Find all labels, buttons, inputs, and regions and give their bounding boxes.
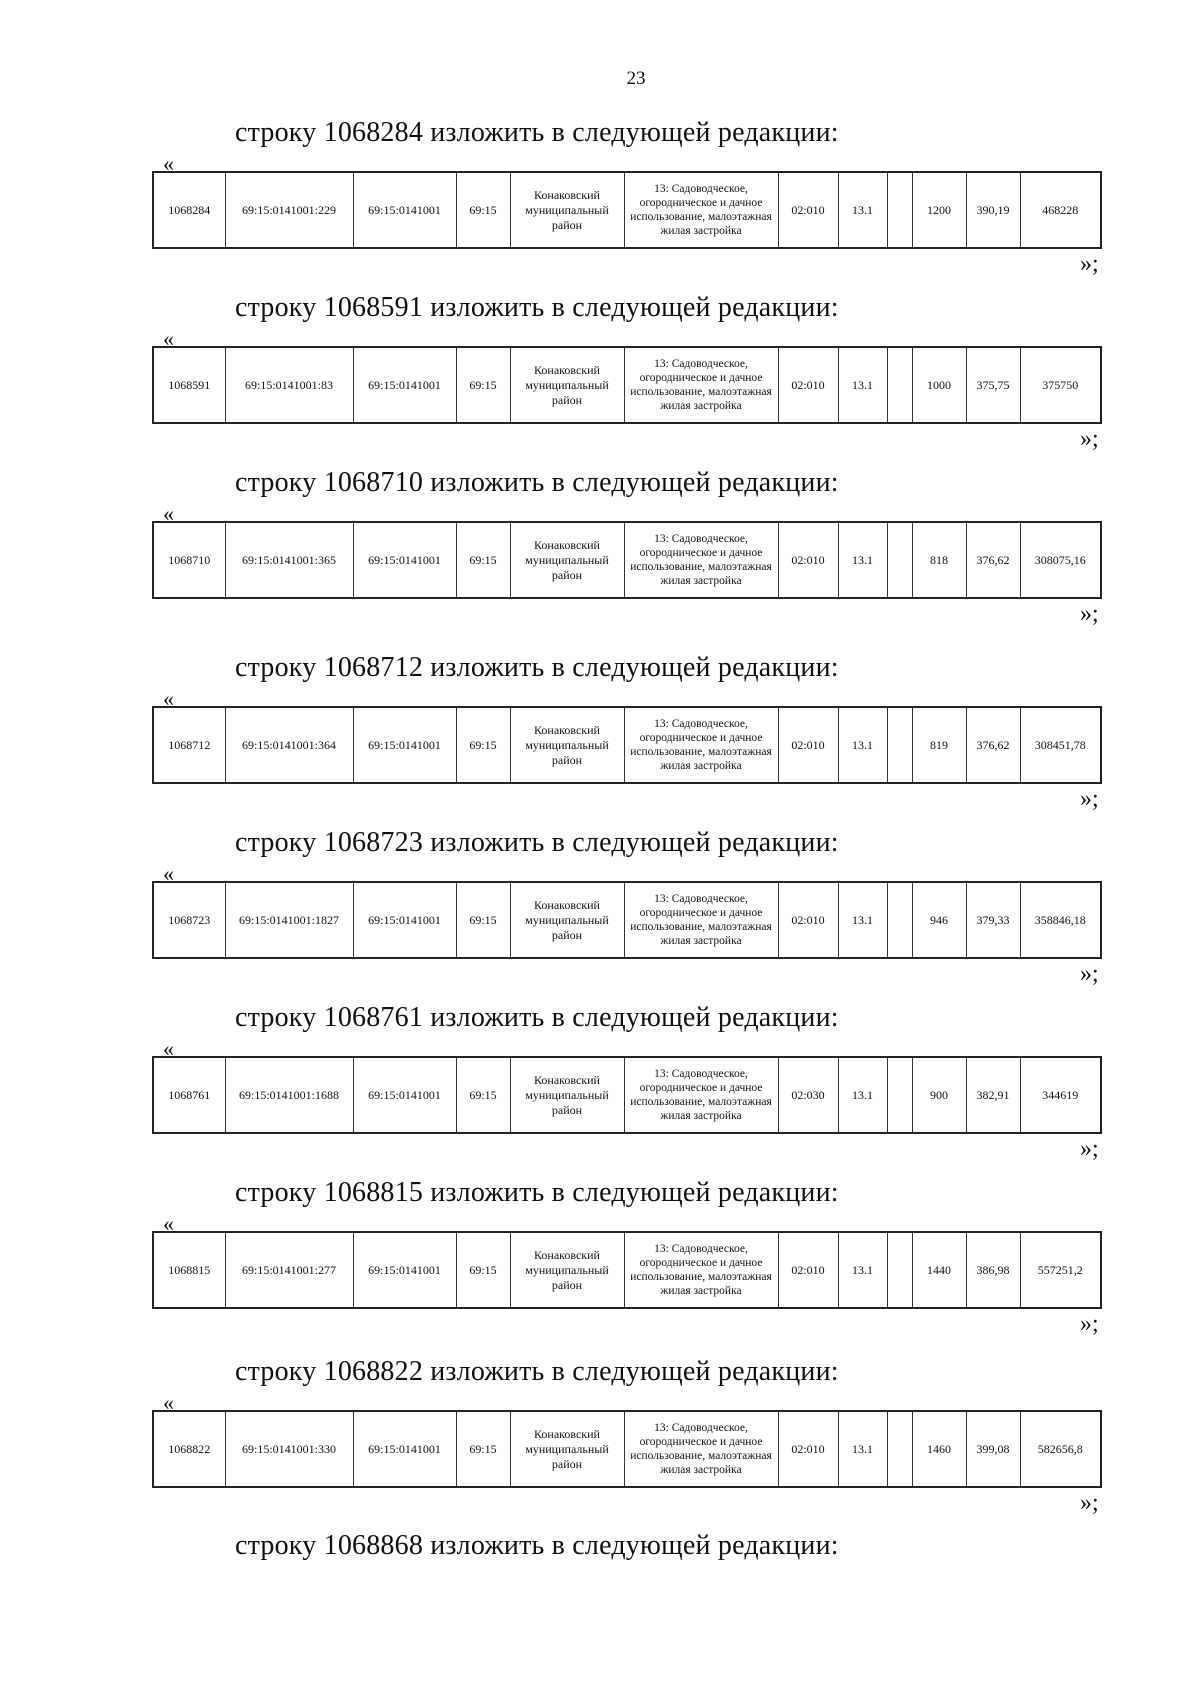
table-row [153, 522, 1101, 598]
group-cell: 13.1 [838, 522, 887, 598]
municipality-cell: Конаковский муниципальный район [510, 522, 624, 598]
table-row [153, 1057, 1101, 1133]
code-cell: 02:010 [778, 522, 838, 598]
table-row [153, 1232, 1101, 1308]
close-quote: »; [1080, 601, 1099, 627]
land-use-cell: 13: Садоводческое, огородническое и дачное использование, малоэтажная жилая застройка [624, 1232, 778, 1308]
area-cell: 1440 [912, 1232, 966, 1308]
row-number-cell: 1068710 [153, 522, 225, 598]
open-quote: « [163, 151, 174, 176]
municipality-cell: Конаковский муниципальный район [510, 172, 624, 248]
code-cell: 02:030 [778, 1057, 838, 1133]
value-cell: 375750 [1020, 347, 1101, 423]
district-code-cell: 69:15 [456, 1232, 510, 1308]
district-code-cell: 69:15 [456, 882, 510, 958]
code-cell: 02:010 [778, 1411, 838, 1487]
group-cell: 13.1 [838, 1411, 887, 1487]
close-quote: »; [1080, 426, 1099, 452]
rate-cell: 379,33 [966, 882, 1020, 958]
cadastral-number-cell: 69:15:0141001:1827 [225, 882, 353, 958]
area-cell: 819 [912, 707, 966, 783]
empty-cell [887, 1057, 912, 1133]
empty-cell [887, 347, 912, 423]
empty-cell [887, 1411, 912, 1487]
land-use-cell: 13: Садоводческое, огородническое и дачное использование, малоэтажная жилая застройка [624, 707, 778, 783]
row-table [152, 1056, 1102, 1134]
close-quote: »; [1080, 1136, 1099, 1162]
value-cell: 308075,16 [1020, 522, 1101, 598]
row-number-cell: 1068761 [153, 1057, 225, 1133]
row-table [152, 706, 1102, 784]
rate-cell: 375,75 [966, 347, 1020, 423]
code-cell: 02:010 [778, 347, 838, 423]
row-table [152, 171, 1102, 249]
cadastral-number-cell: 69:15:0141001:229 [225, 172, 353, 248]
row-table [152, 881, 1102, 959]
cadastral-number-cell: 69:15:0141001:364 [225, 707, 353, 783]
cadastral-quarter-cell: 69:15:0141001 [353, 1411, 456, 1487]
cadastral-number-cell: 69:15:0141001:277 [225, 1232, 353, 1308]
row-number-cell: 1068815 [153, 1232, 225, 1308]
value-cell: 308451,78 [1020, 707, 1101, 783]
district-code-cell: 69:15 [456, 707, 510, 783]
section-heading: строку 1068712 изложить в следующей редакции: [235, 652, 839, 683]
municipality-cell: Конаковский муниципальный район [510, 1232, 624, 1308]
empty-cell [887, 522, 912, 598]
close-quote: »; [1080, 786, 1099, 812]
area-cell: 900 [912, 1057, 966, 1133]
cadastral-quarter-cell: 69:15:0141001 [353, 882, 456, 958]
row-table [152, 346, 1102, 424]
group-cell: 13.1 [838, 882, 887, 958]
table-row [153, 1411, 1101, 1487]
section-heading: строку 1068723 изложить в следующей редакции: [235, 827, 839, 858]
row-table [152, 1231, 1102, 1309]
row-number-cell: 1068822 [153, 1411, 225, 1487]
cadastral-number-cell: 69:15:0141001:1688 [225, 1057, 353, 1133]
land-use-cell: 13: Садоводческое, огородническое и дачное использование, малоэтажная жилая застройка [624, 1057, 778, 1133]
row-table [152, 521, 1102, 599]
rate-cell: 386,98 [966, 1232, 1020, 1308]
close-quote: »; [1080, 1490, 1099, 1516]
table-row [153, 172, 1101, 248]
rate-cell: 399,08 [966, 1411, 1020, 1487]
row-number-cell: 1068591 [153, 347, 225, 423]
area-cell: 1200 [912, 172, 966, 248]
code-cell: 02:010 [778, 707, 838, 783]
close-quote: »; [1080, 1311, 1099, 1337]
group-cell: 13.1 [838, 1057, 887, 1133]
municipality-cell: Конаковский муниципальный район [510, 347, 624, 423]
open-quote: « [163, 686, 174, 711]
section-heading: строку 1068868 изложить в следующей редакции: [235, 1530, 839, 1561]
cadastral-quarter-cell: 69:15:0141001 [353, 172, 456, 248]
municipality-cell: Конаковский муниципальный район [510, 882, 624, 958]
district-code-cell: 69:15 [456, 1057, 510, 1133]
empty-cell [887, 1232, 912, 1308]
group-cell: 13.1 [838, 347, 887, 423]
empty-cell [887, 707, 912, 783]
municipality-cell: Конаковский муниципальный район [510, 1411, 624, 1487]
land-use-cell: 13: Садоводческое, огородническое и дачное использование, малоэтажная жилая застройка [624, 1411, 778, 1487]
section-heading: строку 1068761 изложить в следующей редакции: [235, 1002, 839, 1033]
cadastral-number-cell: 69:15:0141001:83 [225, 347, 353, 423]
code-cell: 02:010 [778, 882, 838, 958]
open-quote: « [163, 1390, 174, 1415]
open-quote: « [163, 1211, 174, 1236]
section-heading: строку 1068591 изложить в следующей редакции: [235, 292, 839, 323]
land-use-cell: 13: Садоводческое, огородническое и дачное использование, малоэтажная жилая застройка [624, 522, 778, 598]
row-number-cell: 1068723 [153, 882, 225, 958]
group-cell: 13.1 [838, 707, 887, 783]
value-cell: 468228 [1020, 172, 1101, 248]
area-cell: 818 [912, 522, 966, 598]
cadastral-number-cell: 69:15:0141001:365 [225, 522, 353, 598]
close-quote: »; [1080, 961, 1099, 987]
area-cell: 1460 [912, 1411, 966, 1487]
row-number-cell: 1068284 [153, 172, 225, 248]
value-cell: 358846,18 [1020, 882, 1101, 958]
open-quote: « [163, 1036, 174, 1061]
rate-cell: 376,62 [966, 707, 1020, 783]
rate-cell: 376,62 [966, 522, 1020, 598]
rate-cell: 390,19 [966, 172, 1020, 248]
section-heading: строку 1068284 изложить в следующей редакции: [235, 117, 839, 148]
area-cell: 946 [912, 882, 966, 958]
value-cell: 344619 [1020, 1057, 1101, 1133]
value-cell: 582656,8 [1020, 1411, 1101, 1487]
district-code-cell: 69:15 [456, 172, 510, 248]
section-heading: строку 1068822 изложить в следующей редакции: [235, 1356, 839, 1387]
page-number: 23 [626, 68, 646, 89]
cadastral-number-cell: 69:15:0141001:330 [225, 1411, 353, 1487]
close-quote: »; [1080, 251, 1099, 277]
district-code-cell: 69:15 [456, 1411, 510, 1487]
table-row [153, 347, 1101, 423]
open-quote: « [163, 326, 174, 351]
district-code-cell: 69:15 [456, 347, 510, 423]
area-cell: 1000 [912, 347, 966, 423]
municipality-cell: Конаковский муниципальный район [510, 707, 624, 783]
row-number-cell: 1068712 [153, 707, 225, 783]
table-row [153, 707, 1101, 783]
group-cell: 13.1 [838, 1232, 887, 1308]
cadastral-quarter-cell: 69:15:0141001 [353, 347, 456, 423]
land-use-cell: 13: Садоводческое, огородническое и дачное использование, малоэтажная жилая застройка [624, 172, 778, 248]
table-row [153, 882, 1101, 958]
group-cell: 13.1 [838, 172, 887, 248]
empty-cell [887, 882, 912, 958]
land-use-cell: 13: Садоводческое, огородническое и дачное использование, малоэтажная жилая застройка [624, 882, 778, 958]
district-code-cell: 69:15 [456, 522, 510, 598]
code-cell: 02:010 [778, 172, 838, 248]
municipality-cell: Конаковский муниципальный район [510, 1057, 624, 1133]
rate-cell: 382,91 [966, 1057, 1020, 1133]
value-cell: 557251,2 [1020, 1232, 1101, 1308]
cadastral-quarter-cell: 69:15:0141001 [353, 522, 456, 598]
cadastral-quarter-cell: 69:15:0141001 [353, 1057, 456, 1133]
section-heading: строку 1068815 изложить в следующей редакции: [235, 1177, 839, 1208]
row-table [152, 1410, 1102, 1488]
open-quote: « [163, 501, 174, 526]
cadastral-quarter-cell: 69:15:0141001 [353, 1232, 456, 1308]
open-quote: « [163, 861, 174, 886]
land-use-cell: 13: Садоводческое, огородническое и дачное использование, малоэтажная жилая застройка [624, 347, 778, 423]
empty-cell [887, 172, 912, 248]
cadastral-quarter-cell: 69:15:0141001 [353, 707, 456, 783]
section-heading: строку 1068710 изложить в следующей редакции: [235, 467, 839, 498]
code-cell: 02:010 [778, 1232, 838, 1308]
